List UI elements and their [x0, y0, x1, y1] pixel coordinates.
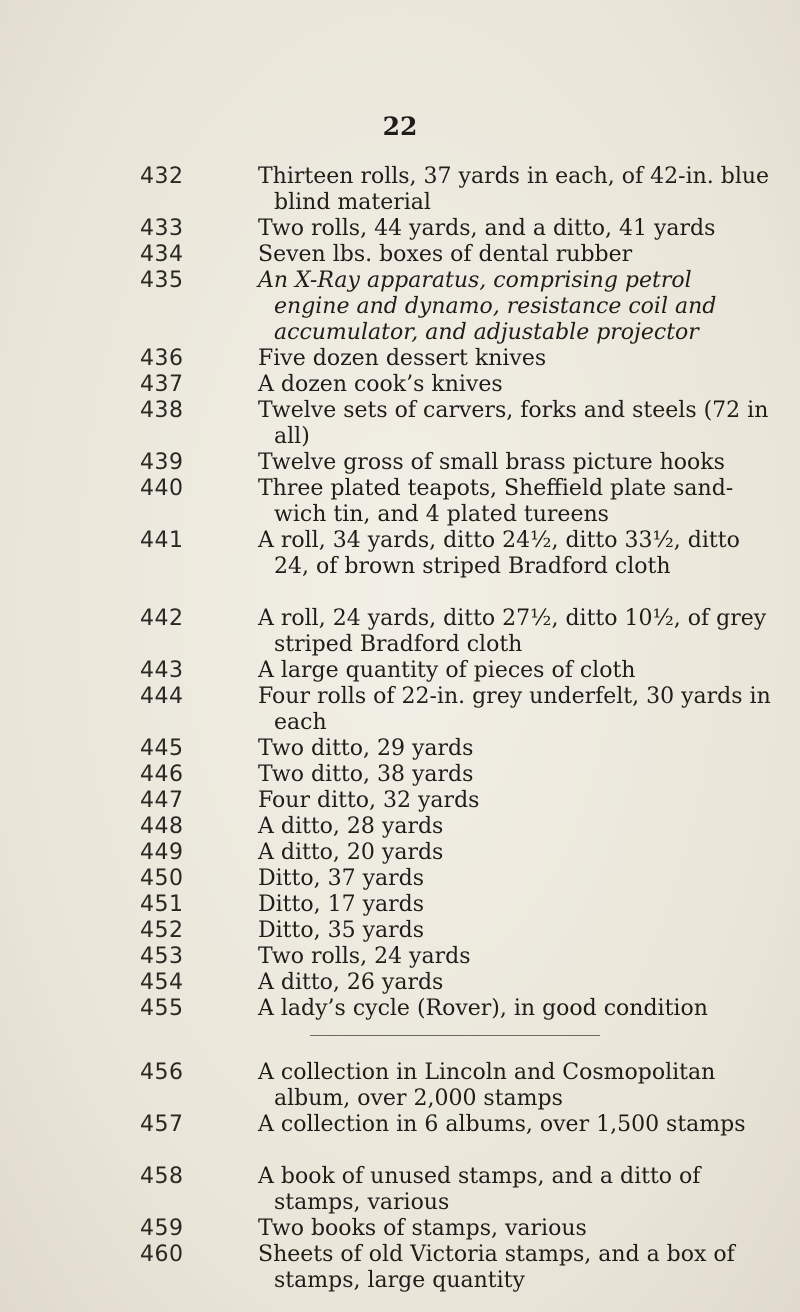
- lot-description: Three plated teapots, Sheffield plate sand-wich tin, and 4 plated tureens: [258, 476, 734, 527]
- lot-number: 438: [140, 398, 184, 423]
- lot-description: Two rolls, 44 yards, and a ditto, 41 yards: [258, 216, 716, 241]
- lot-number: 433: [140, 216, 184, 241]
- lot-number: 441: [140, 528, 184, 553]
- lot-description: Seven lbs. boxes of dental rubber: [258, 242, 633, 267]
- lot-number: 459: [140, 1216, 184, 1241]
- lot-number: 451: [140, 892, 184, 917]
- lot-number: 452: [140, 918, 184, 943]
- lot-number: 435: [140, 268, 184, 293]
- section-divider: [310, 1035, 600, 1036]
- lot-description: Five dozen dessert knives: [258, 346, 547, 371]
- page-number: 22: [382, 112, 418, 141]
- lot-description: Thirteen rolls, 37 yards in each, of 42-in. blue blind material: [258, 164, 770, 215]
- lot-description: Ditto, 37 yards: [258, 866, 425, 891]
- lot-description: A collection in 6 albums, over 1,500 stamps: [258, 1112, 746, 1137]
- lot-description: Two rolls, 24 yards: [258, 944, 471, 969]
- lot-number: 434: [140, 242, 184, 267]
- lot-description: A roll, 34 yards, ditto 24½, ditto 33½, ditto 24, of brown striped Bradford cloth: [258, 528, 740, 579]
- lot-description: A lady’s cycle (Rover), in good condition: [258, 996, 708, 1021]
- lot-description: Two ditto, 29 yards: [258, 736, 474, 761]
- lot-description: Four rolls of 22-in. grey underfelt, 30 yards in each: [258, 684, 771, 735]
- lot-number: 453: [140, 944, 184, 969]
- lot-number: 457: [140, 1112, 184, 1137]
- lot-number: 445: [140, 736, 184, 761]
- lot-description: Two ditto, 38 yards: [258, 762, 474, 787]
- lot-number: 440: [140, 476, 184, 501]
- lot-number: 458: [140, 1164, 184, 1189]
- lot-description: Sheets of old Victoria stamps, and a box of stamps, large quantity: [258, 1242, 735, 1293]
- lot-description: Twelve gross of small brass picture hooks: [258, 450, 725, 475]
- lot-number: 443: [140, 658, 184, 683]
- lot-description: A book of unused stamps, and a ditto of stamps, various: [258, 1164, 701, 1215]
- lot-number: 456: [140, 1060, 184, 1085]
- lot-number: 449: [140, 840, 184, 865]
- lot-description: A dozen cook’s knives: [258, 372, 503, 397]
- lot-number: 450: [140, 866, 184, 891]
- lot-number: 432: [140, 164, 184, 189]
- lot-description: A ditto, 26 yards: [258, 970, 444, 995]
- lot-description: A collection in Lincoln and Cosmopolitan album, over 2,000 stamps: [258, 1060, 716, 1111]
- lot-number: 437: [140, 372, 184, 397]
- lot-description: Ditto, 17 yards: [258, 892, 425, 917]
- lot-description: Four ditto, 32 yards: [258, 788, 480, 813]
- lot-description: A large quantity of pieces of cloth: [258, 658, 636, 683]
- lot-number: 446: [140, 762, 184, 787]
- lot-description: A roll, 24 yards, ditto 27½, ditto 10½, of grey striped Bradford cloth: [258, 606, 767, 657]
- lot-number: 455: [140, 996, 184, 1021]
- lot-number: 436: [140, 346, 184, 371]
- lot-number: 447: [140, 788, 184, 813]
- lot-number: 460: [140, 1242, 184, 1267]
- lot-description: Two books of stamps, various: [258, 1216, 587, 1241]
- lot-description: A ditto, 28 yards: [258, 814, 444, 839]
- lot-description: Ditto, 35 yards: [258, 918, 425, 943]
- lot-number: 439: [140, 450, 184, 475]
- lot-description: An X-Ray apparatus, comprising petrol engine and dynamo, resistance coil and accumulator, and adjustable projector: [258, 268, 717, 345]
- lot-description: A ditto, 20 yards: [258, 840, 444, 865]
- lot-number: 454: [140, 970, 184, 995]
- lot-description: Twelve sets of carvers, forks and steels (72 in all): [258, 398, 769, 449]
- lot-number: 442: [140, 606, 184, 631]
- lot-number: 444: [140, 684, 184, 709]
- lot-number: 448: [140, 814, 184, 839]
